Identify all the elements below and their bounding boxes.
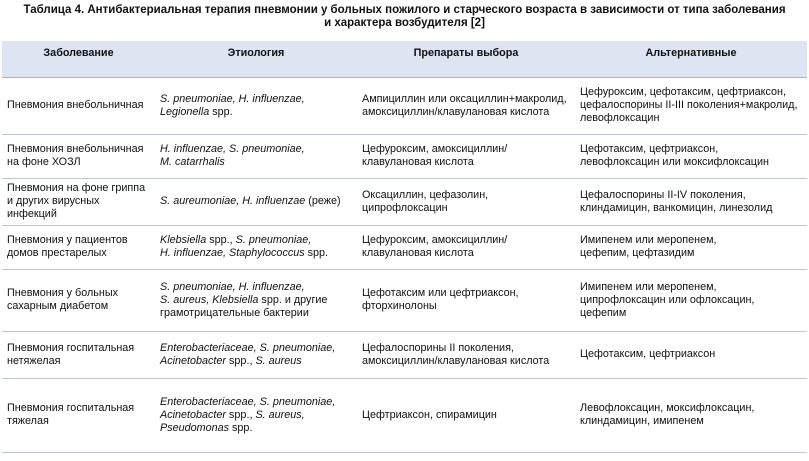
cell-line: Пневмония внебольничная (7, 99, 144, 111)
cell-line: Пневмония госпитальная (7, 402, 135, 414)
cell-line: Цефотаксим или цефтриаксон, (362, 287, 519, 299)
cell-line (160, 156, 353, 169)
organism-name: S. aureumoniae, H. influenzae (160, 195, 306, 207)
organism-name: H. influenzae, Staphylococcus (160, 247, 305, 259)
cell-preferred (357, 378, 575, 452)
cell-line (160, 294, 353, 307)
cell-disease (2, 269, 155, 331)
table-row (2, 269, 807, 331)
table-row (2, 178, 807, 225)
organism-name: Legionella (160, 105, 210, 118)
cell-line (160, 409, 353, 422)
cell-preferred (357, 269, 575, 331)
organism-name: Enterobacteriaceae, S. pneumoniae, (160, 341, 336, 354)
table-row (2, 134, 807, 178)
cell-alternative (575, 378, 807, 452)
cell-line (160, 143, 353, 156)
cell-line: Пневмония у пациентов (7, 234, 128, 246)
cell-line: амоксициллин/клавулановая кислота (362, 354, 550, 367)
cell-line: цефепим, цефтазидим (580, 247, 695, 259)
cell-line: Цефалоспорины II-IV поколения, (580, 188, 746, 201)
cell-line: Цефотаксим, цефтриаксон, (580, 143, 719, 155)
cell-line: ципрофлоксацин (362, 201, 448, 214)
cell-line: Пневмония на фоне гриппа (7, 182, 146, 194)
cell-line: на фоне ХОЗЛ (7, 156, 81, 168)
cell-disease (2, 77, 155, 134)
cell-line: Цефуроксим, амоксициллин/ (362, 143, 508, 155)
header-preferred: Препараты выбора (357, 41, 575, 77)
cell-text: spp. (209, 105, 233, 118)
cell-line: нетяжелая (7, 354, 61, 367)
cell-line: Ампициллин или оксациллин+макролид, (362, 92, 567, 105)
header-alternative: Альтернативные (575, 41, 807, 77)
cell-line: Имипенем или меропенем, (580, 234, 717, 246)
cell-line (160, 281, 353, 294)
table-row (2, 77, 807, 134)
cell-etiology (155, 134, 357, 178)
header-row (2, 41, 807, 77)
cell-alternative (575, 225, 807, 269)
cell-alternative (575, 77, 807, 134)
cell-line: клиндамицин, ванкомицин, линезолид (580, 201, 773, 214)
cell-line: Пневмония у больных (7, 287, 119, 299)
cell-line (160, 396, 353, 409)
table-header (2, 41, 807, 77)
cell-line (160, 355, 353, 368)
cell-alternative (575, 269, 807, 331)
caption-line-2: и характера возбудителя [2] (324, 17, 485, 29)
cell-preferred (357, 331, 575, 378)
cell-line: Имипенем или меропенем, (580, 280, 717, 293)
cell-line: цефалоспорины II-III поколения+макролид, (580, 99, 798, 111)
cell-alternative (575, 178, 807, 225)
cell-line: фторхинолоны (362, 300, 437, 312)
organism-name: H. influenzae, S. pneumoniae, (160, 143, 305, 155)
cell-etiology (155, 378, 357, 452)
cell-alternative (575, 331, 807, 378)
cell-line: левофлоксацин (580, 112, 660, 124)
organism-name: Acinetobacter (160, 354, 227, 367)
cell-preferred (357, 134, 575, 178)
cell-disease (2, 178, 155, 225)
cell-line: ципрофлоксацин или офлоксацин, (580, 293, 755, 306)
cell-line: тяжелая (7, 415, 49, 427)
cell-text: spp. (229, 421, 253, 434)
cell-line (160, 342, 353, 355)
cell-text: spp., (226, 354, 256, 367)
organism-name: Acinetobacter (160, 408, 227, 421)
table-row (2, 225, 807, 269)
organism-name: S. aureus, (255, 408, 305, 421)
cell-preferred (357, 225, 575, 269)
cell-line: Пневмония госпитальная (7, 341, 135, 354)
cell-etiology (155, 331, 357, 378)
cell-text: (реже) (305, 195, 341, 207)
cell-etiology (155, 77, 357, 134)
organism-name: S. aureus (255, 354, 302, 367)
cell-line: инфекций (7, 208, 57, 220)
cell-etiology (155, 269, 357, 331)
table-caption (0, 0, 809, 40)
cell-line: Цефалоспорины II поколения, (362, 341, 514, 354)
table-row (2, 331, 807, 378)
cell-line (160, 422, 353, 435)
cell-line: Цефуроксим, амоксициллин/ (362, 234, 508, 246)
cell-disease (2, 225, 155, 269)
cell-text: spp. и другие (258, 293, 328, 306)
antibiotic-therapy-table (2, 41, 807, 453)
cell-disease (2, 134, 155, 178)
cell-etiology (155, 178, 357, 225)
cell-line (160, 195, 353, 208)
header-disease: Заболевание (2, 41, 155, 77)
cell-preferred (357, 178, 575, 225)
cell-line (160, 307, 353, 320)
cell-text: spp., (206, 234, 236, 246)
organism-name: S. pneumoniae, H. influenzae, (160, 92, 305, 105)
organism-name: M. catarrhalis (160, 156, 225, 168)
cell-line: клиндамицин, имипенем (580, 415, 704, 427)
cell-line: сахарным диабетом (7, 300, 109, 312)
cell-line: цефепим (580, 306, 627, 319)
caption-line-1: Таблица 4. Антибактериальная терапия пневмонии у больных пожилого и старческого возраста в зависимости от типа заболевания (23, 4, 786, 16)
cell-line: Левофлоксацин, моксифлоксацин, (580, 402, 755, 414)
organism-name: Klebsiella (160, 234, 207, 246)
cell-line: и других вирусных (7, 195, 100, 207)
cell-line (160, 106, 353, 119)
cell-text: spp., (226, 408, 256, 421)
cell-text: spp. (304, 247, 329, 259)
cell-line: Цефтриаксон, спирамицин (362, 408, 497, 421)
cell-line: Цефотаксим, цефтриаксон (580, 348, 716, 360)
cell-line: Цефуроксим, цефотаксим, цефтриаксон, (580, 86, 787, 98)
cell-line: амоксициллин/клавулановая кислота (362, 105, 550, 118)
cell-line: Оксациллин, цефазолин, (362, 188, 489, 201)
organism-name: S. aureus, Klebsiella (160, 293, 259, 306)
cell-line: левофлоксацин или моксифлоксацин (580, 156, 769, 168)
organism-name: S. pneumoniae, H. influenzae, (160, 280, 305, 293)
cell-text: грамотрицательные бактерии (160, 306, 309, 319)
cell-line (160, 234, 353, 247)
cell-line: Пневмония внебольничная (7, 143, 144, 155)
cell-etiology (155, 225, 357, 269)
organism-name: Pseudomonas (160, 421, 230, 434)
cell-disease (2, 378, 155, 452)
organism-name: S. pneumoniae, (235, 234, 312, 246)
organism-name: Enterobacteriaceae, S. pneumoniae, (160, 395, 336, 408)
cell-line: клавулановая кислота (362, 247, 474, 259)
cell-preferred (357, 77, 575, 134)
table-row (2, 378, 807, 452)
cell-line (160, 247, 353, 260)
table-body (2, 77, 807, 452)
cell-alternative (575, 134, 807, 178)
cell-line (160, 93, 353, 106)
cell-disease (2, 331, 155, 378)
cell-line: домов престарелых (7, 247, 107, 259)
header-etiology: Этиология (155, 41, 357, 77)
cell-line: клавулановая кислота (362, 156, 474, 168)
